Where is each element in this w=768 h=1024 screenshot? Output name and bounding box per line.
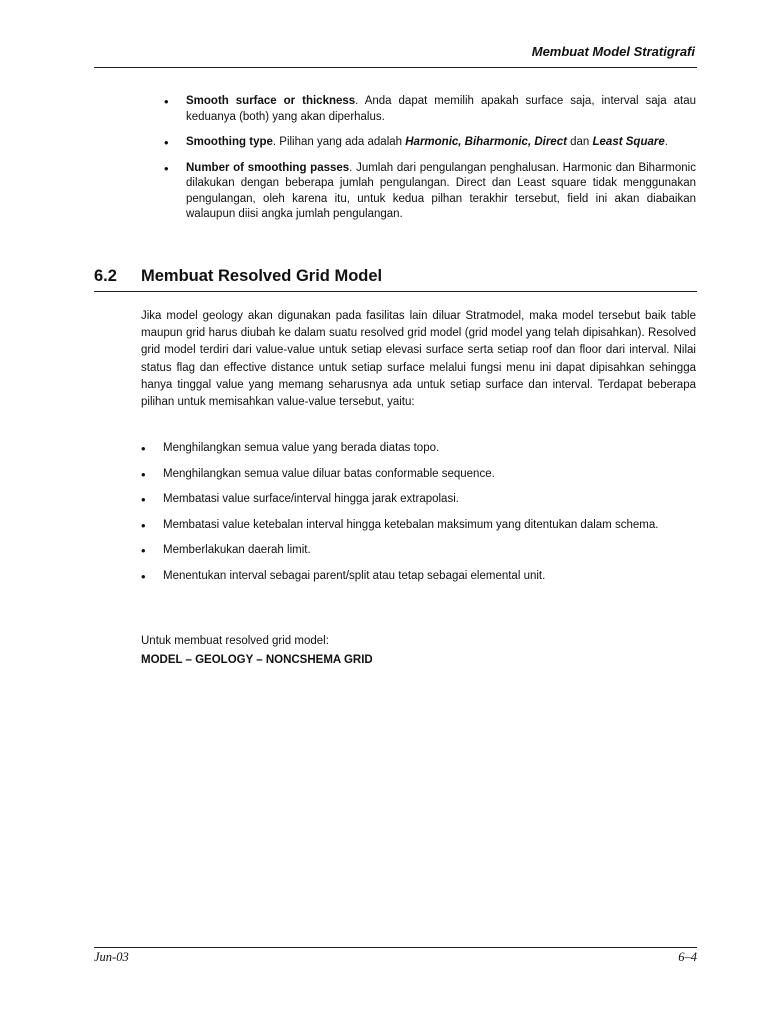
smoothing-options-list xyxy=(164,94,696,233)
list-item xyxy=(164,94,696,125)
option-description: . Pilihan yang ada adalah xyxy=(272,136,406,148)
list-item xyxy=(164,135,696,151)
section-number: 6.2 xyxy=(94,267,117,285)
footer-date: Jun-03 xyxy=(94,950,129,964)
list-item: • Menghilangkan semua value yang berada diatas topo. xyxy=(141,440,696,457)
list-item: • Menentukan interval sebagai parent/split atau tetap sebagai elemental unit. xyxy=(141,568,696,585)
section-divider xyxy=(94,291,697,292)
option-description: . xyxy=(664,136,668,148)
resolve-options-list xyxy=(141,440,696,593)
menu-path: MODEL – GEOLOGY – NONCSHEMA GRID xyxy=(141,654,373,666)
option-description: . Jumlah dari pengulangan penghalusan. Harmonic dan Biharmonic dilakukan dengan beberapa jumlah pengulangan. Direct dan Least square tidak menggunakan pengulangan, oleh karena itu, untuk kedua pilhan terakhir tersebut, field ini akan diabaikan walaupun diisi angka jumlah pengulangan. xyxy=(186,161,696,220)
option-term: Smooth surface or thickness xyxy=(186,95,356,107)
instruction-text: Untuk membuat resolved grid model: xyxy=(141,635,329,647)
option-emphasis: Least Square xyxy=(592,136,665,148)
option-description: . Anda dapat memilih apakah surface saja, interval saja atau keduanya (both) yang akan diperhalus. xyxy=(186,95,696,123)
list-item: • Memberlakukan daerah limit. xyxy=(141,542,696,559)
section-heading xyxy=(94,267,697,291)
list-item: • Menghilangkan semua value diluar batas conformable sequence. xyxy=(141,466,696,483)
list-item: • Membatasi value ketebalan interval hingga ketebalan maksimum yang ditentukan dalam schema. xyxy=(141,517,696,534)
option-description: dan xyxy=(566,136,593,148)
list-item: • Membatasi value surface/interval hingga jarak extrapolasi. xyxy=(141,491,696,508)
page-number: 6–4 xyxy=(678,950,697,964)
footer-divider xyxy=(94,947,697,948)
option-emphasis: Harmonic, Biharmonic, Direct xyxy=(405,136,567,148)
section-intro-paragraph: Jika model geology akan digunakan pada fasilitas lain diluar Stratmodel, maka model tersebut baik table maupun grid harus diubah ke dalam suatu resolved grid model (grid model yang telah dipisahkan). Resolved grid model terdiri dari value-value untuk setiap elevasi surface serta setiap roof dan floor dari interval. Nilai status flag dan effective distance untuk setiap surface melalui fungsi menu ini dapat dipisahkan sehingga hanya tinggal value yang memang seharusnya ada untuk setiap surface dan interval. Terdapat beberapa pilihan untuk memisahkan value-value tersebut, yaitu: xyxy=(141,310,696,409)
running-header-title: Membuat Model Stratigrafi xyxy=(531,44,695,59)
list-item xyxy=(164,161,696,223)
header-divider xyxy=(94,67,697,68)
option-term: Number of smoothing passes xyxy=(186,161,350,174)
section-title: Membuat Resolved Grid Model xyxy=(141,267,383,285)
option-term: Smoothing type xyxy=(186,136,273,148)
